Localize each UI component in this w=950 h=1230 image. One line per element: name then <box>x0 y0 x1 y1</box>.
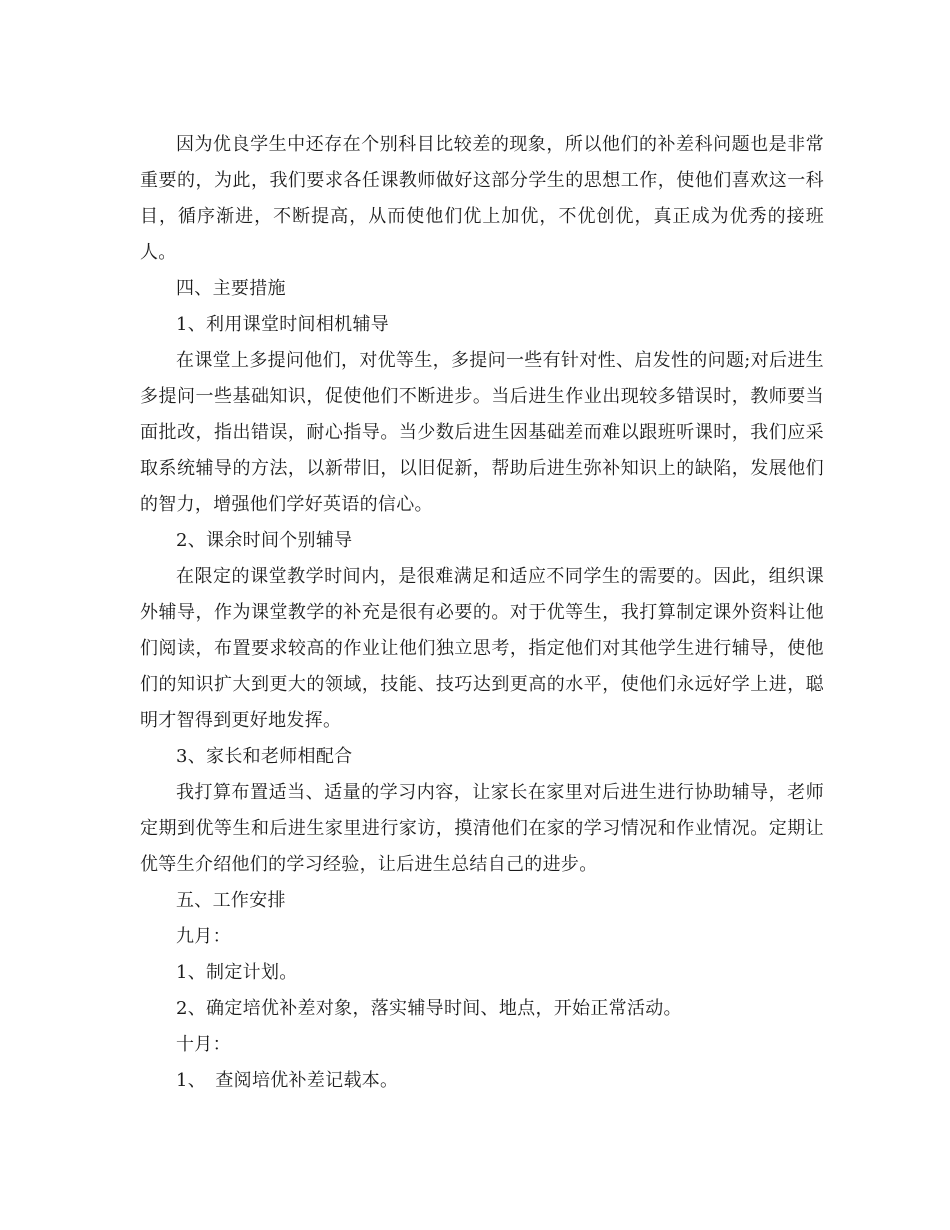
subsection-body-1: 在课堂上多提问他们，对优等生，多提问一些有针对性、启发性的问题;对后进生多提问一些基础知识，促使他们不断进步。当后进生作业出现较多错误时，教师要当面批改，指出错误，耐心指导。当少数后进生因基础差而难以跟班听课时，我们应采取系统辅导的方法，以新带旧，以旧促新，帮助后进生弥补知识上的缺陷，发展他们的智力，增强他们学好英语的信心。 <box>140 350 824 515</box>
september-item-2: 2、确定培优补差对象，落实辅导时间、地点，开始正常活动。 <box>176 998 682 1019</box>
subsection-title-2: 2、课余时间个别辅导 <box>176 530 353 551</box>
section-heading-schedule: 五、工作安排 <box>176 890 286 911</box>
subsection-title-1: 1、利用课堂时间相机辅导 <box>176 314 390 335</box>
document-body <box>140 127 824 1099</box>
intro-paragraph: 因为优良学生中还存在个别科目比较差的现象，所以他们的补差科问题也是非常重要的，为此，我们要求各任课教师做好这部分学生的思想工作，使他们喜欢这一科目，循序渐进，不断提高，从而使他们优上加优，不优创优，真正成为优秀的接班人。 <box>140 134 824 263</box>
month-september: 九月： <box>176 926 231 947</box>
subsection-title-3: 3、家长和老师相配合 <box>176 746 353 767</box>
october-item-1: 1、 查阅培优补差记载本。 <box>176 1070 399 1091</box>
subsection-body-2: 在限定的课堂教学时间内，是很难满足和适应不同学生的需要的。因此，组织课外辅导，作为课堂教学的补充是很有必要的。对于优等生，我打算制定课外资料让他们阅读，布置要求较高的作业让他们独立思考，指定他们对其他学生进行辅导，使他们的知识扩大到更大的领域，技能、技巧达到更高的水平，使他们永远好学上进，聪明才智得到更好地发挥。 <box>140 566 824 731</box>
month-october: 十月： <box>176 1034 231 1055</box>
section-heading-measures: 四、主要措施 <box>176 278 286 299</box>
subsection-body-3: 我打算布置适当、适量的学习内容，让家长在家里对后进生进行协助辅导，老师定期到优等生和后进生家里进行家访，摸清他们在家的学习情况和作业情况。定期让优等生介绍他们的学习经验，让后进生总结自己的进步。 <box>140 782 824 875</box>
september-item-1: 1、制定计划。 <box>176 962 298 983</box>
